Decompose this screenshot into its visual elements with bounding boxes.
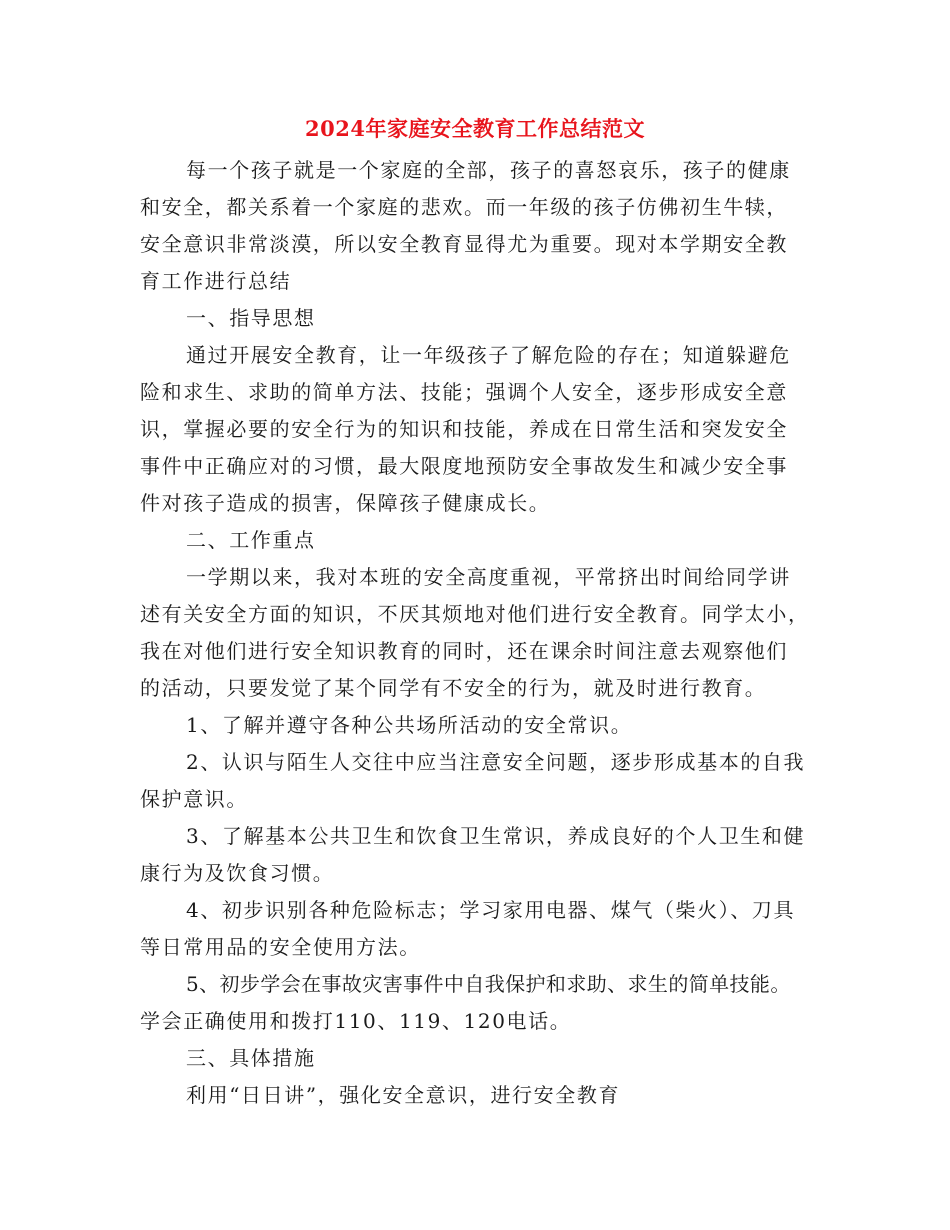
list-item-continuation: 保护意识。 — [140, 787, 248, 811]
list-item: 4、初步识别各种危险标志；学习家用电器、煤气（柴火）、刀具 — [186, 898, 796, 922]
list-item: 2、认识与陌生人交往中应当注意安全问题，逐步形成基本的自我 — [186, 750, 806, 774]
list-item-continuation: 学会正确使用和拨打110、119、120电话。 — [140, 1009, 572, 1033]
section-heading: 二、工作重点 — [186, 528, 316, 552]
paragraph-line: 险和求生、求助的简单方法、技能；强调个人安全，逐步形成安全意 — [140, 380, 788, 404]
list-item-continuation: 等日常用品的安全使用方法。 — [140, 935, 421, 959]
section-heading: 三、具体措施 — [186, 1046, 316, 1070]
list-item: 1、了解并遵守各种公共场所活动的安全常识。 — [186, 713, 633, 737]
paragraph-line: 育工作进行总结 — [140, 269, 292, 293]
paragraph-line: 识，掌握必要的安全行为的知识和技能，养成在日常生活和突发安全 — [140, 417, 788, 441]
list-item-continuation: 康行为及饮食习惯。 — [140, 861, 335, 885]
paragraph-line: 我在对他们进行安全知识教育的同时，还在课余时间注意去观察他们 — [140, 639, 788, 663]
section-heading: 一、指导思想 — [186, 306, 316, 330]
paragraph-line: 每一个孩子就是一个家庭的全部，孩子的喜怒哀乐，孩子的健康 — [186, 158, 791, 182]
paragraph-line: 一学期以来，我对本班的安全高度重视，平常挤出时间给同学讲 — [186, 565, 791, 589]
paragraph-line: 事件中正确应对的习惯，最大限度地预防安全事故发生和减少安全事 — [140, 454, 788, 478]
paragraph-line: 通过开展安全教育，让一年级孩子了解危险的存在；知道躲避危 — [186, 343, 791, 367]
paragraph-line: 述有关安全方面的知识，不厌其烦地对他们进行安全教育。同学太小， — [140, 602, 810, 626]
list-item: 5、初步学会在事故灾害事件中自我保护和求助、求生的简单技能。 — [186, 972, 791, 996]
paragraph-line: 利用“日日讲”，强化安全意识，进行安全教育 — [186, 1083, 621, 1107]
paragraph-line: 安全意识非常淡漠，所以安全教育显得尤为重要。现对本学期安全教 — [140, 232, 788, 256]
document-body — [140, 152, 820, 1114]
list-item: 3、了解基本公共卫生和饮食卫生常识，养成良好的个人卫生和健 — [186, 824, 806, 848]
paragraph-line: 和安全，都关系着一个家庭的悲欢。而一年级的孩子仿佛初生牛犊， — [140, 195, 788, 219]
paragraph-line: 的活动，只要发觉了某个同学有不安全的行为，就及时进行教育。 — [140, 676, 767, 700]
document-title: 2024年家庭安全教育工作总结范文 — [305, 116, 645, 141]
paragraph-line: 件对孩子造成的损害，保障孩子健康成长。 — [140, 491, 551, 515]
